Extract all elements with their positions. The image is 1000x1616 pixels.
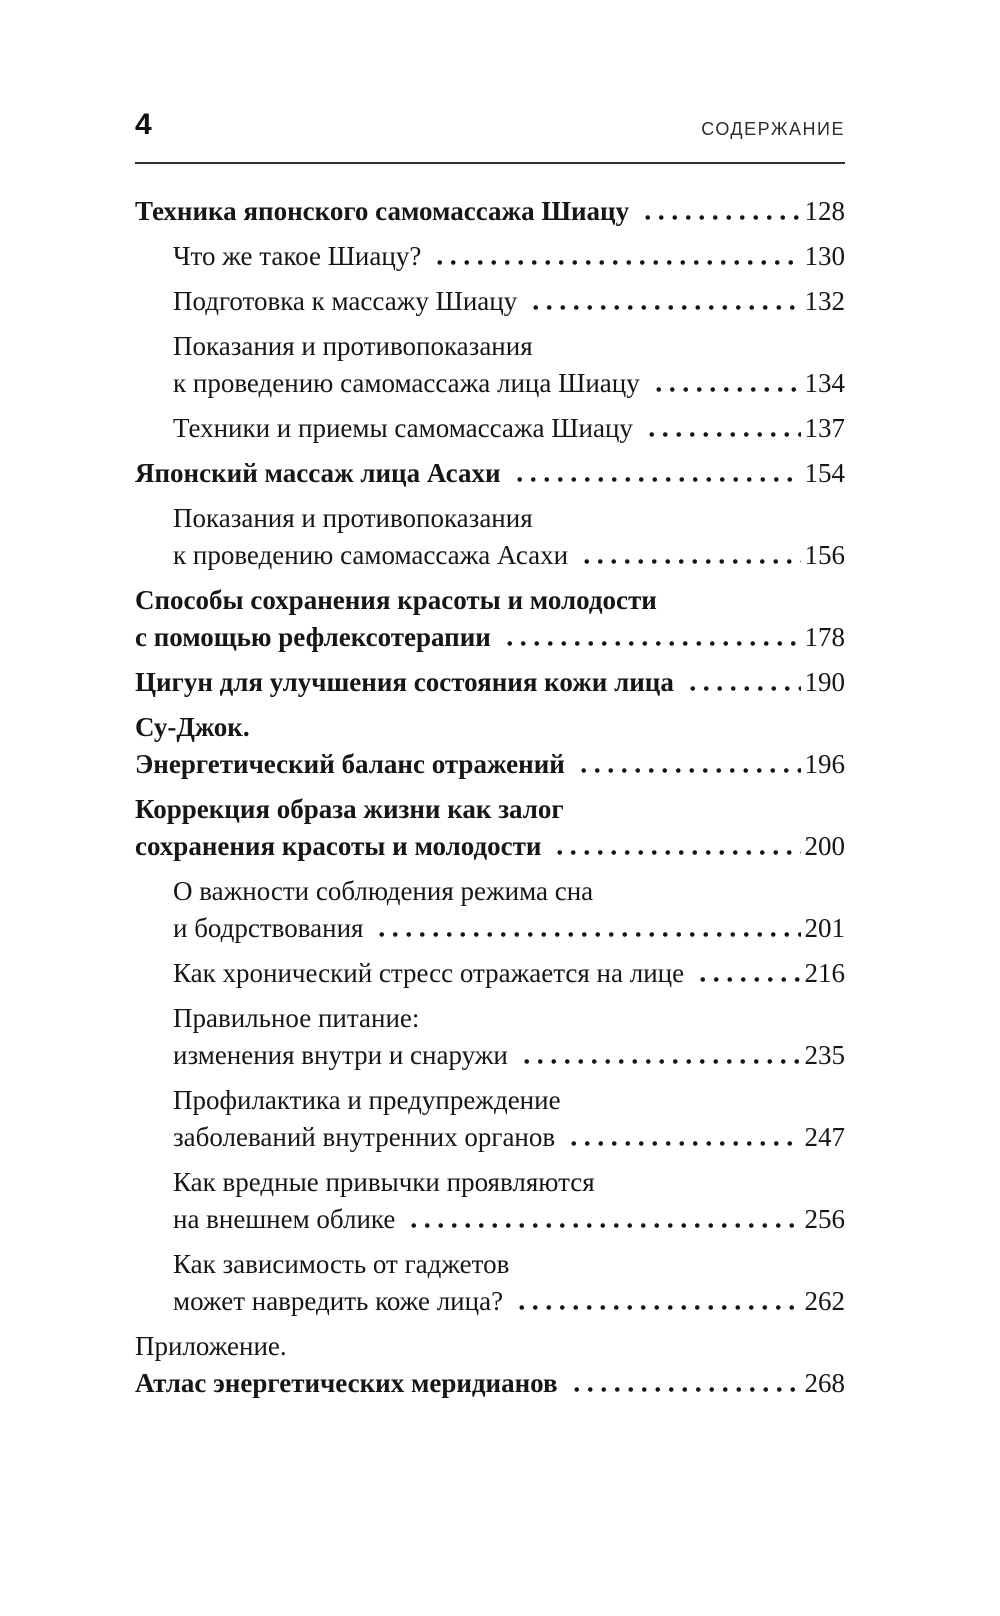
toc-entry-line [135,910,845,947]
toc-entry-title: Су-Джок. [135,712,250,742]
toc-entry-title: к проведению самомассажа Асахи [173,540,569,570]
toc-entry-title: сохранения красоты и молодости [135,831,542,861]
dot-leader [429,260,800,265]
toc-entry-title: Техники и приемы самомассажа Шиацу [173,413,633,443]
toc-page-number: 132 [804,286,845,316]
toc-entry-title: Приложение. [135,1331,287,1361]
toc-entry-line [135,828,845,865]
toc-entry [135,283,845,320]
toc-entry-line [135,1164,845,1201]
toc-entry-line [135,537,845,574]
toc-page-number: 235 [804,1040,845,1070]
toc-page-number: 137 [804,413,845,443]
dot-leader [576,559,800,564]
toc-entry-title: Японский массаж лица Асахи [135,458,501,488]
dot-leader [516,1059,801,1064]
toc-entry-line [135,500,845,537]
toc-entry-line [135,709,845,746]
toc-entry-title: Показания и противопоказания [173,331,533,361]
toc-entry-title: Показания и противопоказания [173,503,533,533]
toc-entry [135,1082,845,1156]
toc-entry-title: Энергетический баланс отражений [135,749,565,779]
toc-entry [135,664,845,701]
toc-page-number: 268 [804,1368,845,1398]
toc-entry [135,238,845,275]
toc-page-number: 262 [804,1286,845,1316]
toc-page-number: 130 [804,241,845,271]
dot-leader [637,215,800,220]
toc-entry-title: и бодрствования [173,913,364,943]
toc-entry-title: с помощью рефлексотерапии [135,622,491,652]
toc-entry-line [135,791,845,828]
toc-page-number: 178 [804,622,845,652]
dot-leader [371,932,800,937]
toc-entry-line [135,664,845,701]
running-head [135,0,845,140]
toc-entry [135,1328,845,1402]
contents-heading: СОДЕРЖАНИЕ [701,119,845,139]
toc-entry [135,193,845,230]
toc-entry [135,1164,845,1238]
toc-entry-line [135,193,845,230]
toc-entry-line [135,1082,845,1119]
toc-entry-line [135,1037,845,1074]
toc-page-number: 201 [804,913,845,943]
toc-entry-title: к проведению самомассажа лица Шиацу [173,368,640,398]
toc-entry [135,873,845,947]
dot-leader [511,1305,800,1310]
toc-entry-line [135,410,845,447]
toc-entry-line [135,1246,845,1283]
toc-page-number: 196 [804,749,845,779]
toc-page-number: 134 [804,368,845,398]
toc-page-number: 156 [804,540,845,570]
toc-entry [135,1246,845,1320]
toc-entry-title: Коррекция образа жизни как залог [135,794,564,824]
dot-leader [563,1141,800,1146]
toc-entry-line [135,1119,845,1156]
dot-leader [641,432,801,437]
toc-entry [135,1000,845,1074]
toc-entry-line [135,328,845,365]
dot-leader [566,1387,801,1392]
toc-entry-title: Правильное питание: [173,1003,420,1033]
dot-leader [549,850,800,855]
toc-entry-line [135,955,845,992]
toc-page-number: 190 [804,667,845,697]
toc-entry-line [135,1328,845,1365]
toc-entry-title: Способы сохранения красоты и молодости [135,585,657,615]
toc-entry-line [135,1365,845,1402]
toc-entry-title: заболеваний внутренних органов [173,1122,556,1152]
toc-entry [135,791,845,865]
toc-entry-title: Как вредные привычки проявляются [173,1167,595,1197]
toc-entry [135,328,845,402]
toc-entry-line [135,238,845,275]
toc-page-number: 154 [804,458,845,488]
toc-entry-line [135,746,845,783]
toc-entry [135,500,845,574]
dot-leader [648,387,801,392]
toc-entry-title: может навредить коже лица? [173,1286,504,1316]
header-rule [135,162,845,164]
dot-leader [509,477,801,482]
toc-entry-title: Атлас энергетических меридианов [135,1368,558,1398]
toc-entry-line [135,1283,845,1320]
toc-entry-title: Цигун для улучшения состояния кожи лица [135,667,674,697]
dot-leader [692,977,800,982]
toc-entry [135,410,845,447]
toc-entry-title: Профилактика и предупреждение [173,1085,561,1115]
toc-entry [135,955,845,992]
dot-leader [403,1223,800,1228]
dot-leader [682,686,801,691]
toc-page-number: 247 [804,1122,845,1152]
toc-entry-title: Что же такое Шиацу? [173,241,422,271]
toc-entry-title: Как хронический стресс отражается на лице [173,958,685,988]
toc-entry-title: Подготовка к массажу Шиацу [173,286,518,316]
dot-leader [525,305,800,310]
toc-entry-title: Техника японского самомассажа Шиацу [135,196,630,226]
toc-page-number: 200 [804,831,845,861]
toc-entry [135,709,845,783]
toc-entry-title: О важности соблюдения режима сна [173,876,594,906]
toc-entry-title: на внешнем облике [173,1204,396,1234]
toc-entry-line [135,582,845,619]
toc-entry-title: Как зависимость от гаджетов [173,1249,510,1279]
toc-entry-title: изменения внутри и снаружи [173,1040,508,1070]
folio-page-number: 4 [135,108,152,141]
toc-entry-line [135,873,845,910]
dot-leader [499,641,801,646]
toc-page-number: 216 [804,958,845,988]
toc-entry-line [135,1000,845,1037]
toc-entry-line [135,455,845,492]
dot-leader [573,768,801,773]
toc-entry-line [135,619,845,656]
toc-entry-line [135,283,845,320]
book-page [135,0,845,1410]
toc-entry-line [135,365,845,402]
toc-page-number: 256 [804,1204,845,1234]
toc-page-number: 128 [804,196,845,226]
toc-entry-line [135,1201,845,1238]
toc-entry [135,582,845,656]
toc-entry [135,455,845,492]
toc-list [135,193,845,1402]
